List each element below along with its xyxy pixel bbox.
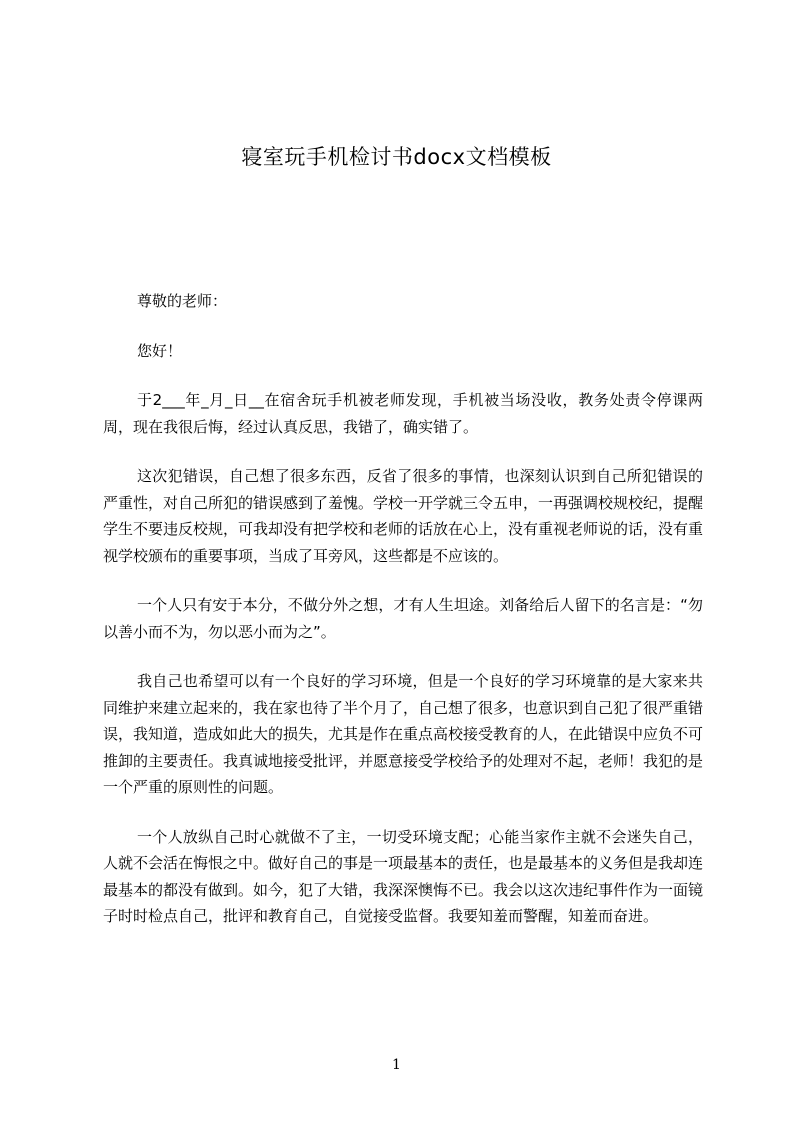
document-body (103, 288, 703, 953)
paragraph-incident: 于2___年_月_日__在宿舍玩手机被老师发现，手机被当场没收，教务处责令停课两周，现在我很后悔，经过认真反思，我错了，确实错了。 (103, 391, 703, 436)
paragraph-reflection: 这次犯错误，自己想了很多东西，反省了很多的事情，也深刻认识到自己所犯错误的严重性，对自己所犯的错误感到了羞愧。学校一开学就三令五申，一再强调校规校纪，提醒学生不要违反校规，可我却没有把学校和老师的话放在心上，没有重视老师说的话，没有重视学校颁布的重要事项，当成了耳旁风，这些都是不应该的。 (103, 467, 704, 565)
page-number: 1 (392, 1057, 401, 1073)
paragraph-responsibility: 我自己也希望可以有一个良好的学习环境，但是一个良好的学习环境靠的是大家来共同维护来建立起来的，我在家也待了半个月了，自己想了很多，也意识到自己犯了很严重错误，我知道，造成如此大的损失，尤其是作在重点高校接受教育的人，在此错误中应负不可推卸的主要责任。我真诚地接受批评，并愿意接受学校给予的处理对不起，老师！我犯的是一个严重的原则性的问题。 (103, 672, 704, 796)
salutation: 尊敬的老师： (137, 292, 228, 310)
paragraph-quote: 一个人只有安于本分，不做分外之想，才有人生坦途。刘备给后人留下的名言是：“勿以善小而不为，勿以恶小而为之”。 (103, 596, 703, 641)
document-title: 寝室玩手机检讨书docx文档模板 (241, 145, 552, 169)
paragraph-resolution: 一个人放纵自己时心就做不了主，一切受环境支配；心能当家作主就不会迷失自己，人就不会活在悔恨之中。做好自己的事是一项最基本的责任，也是最基本的义务但是我却连最基本的都没有做到。如今，犯了大错，我深深懊悔不已。我会以这次违纪事件作为一面镜子时时检点自己，批评和教育自己，自觉接受监督。我要知羞而警醒，知羞而奋进。 (103, 827, 704, 925)
greeting: 您好！ (137, 341, 183, 360)
